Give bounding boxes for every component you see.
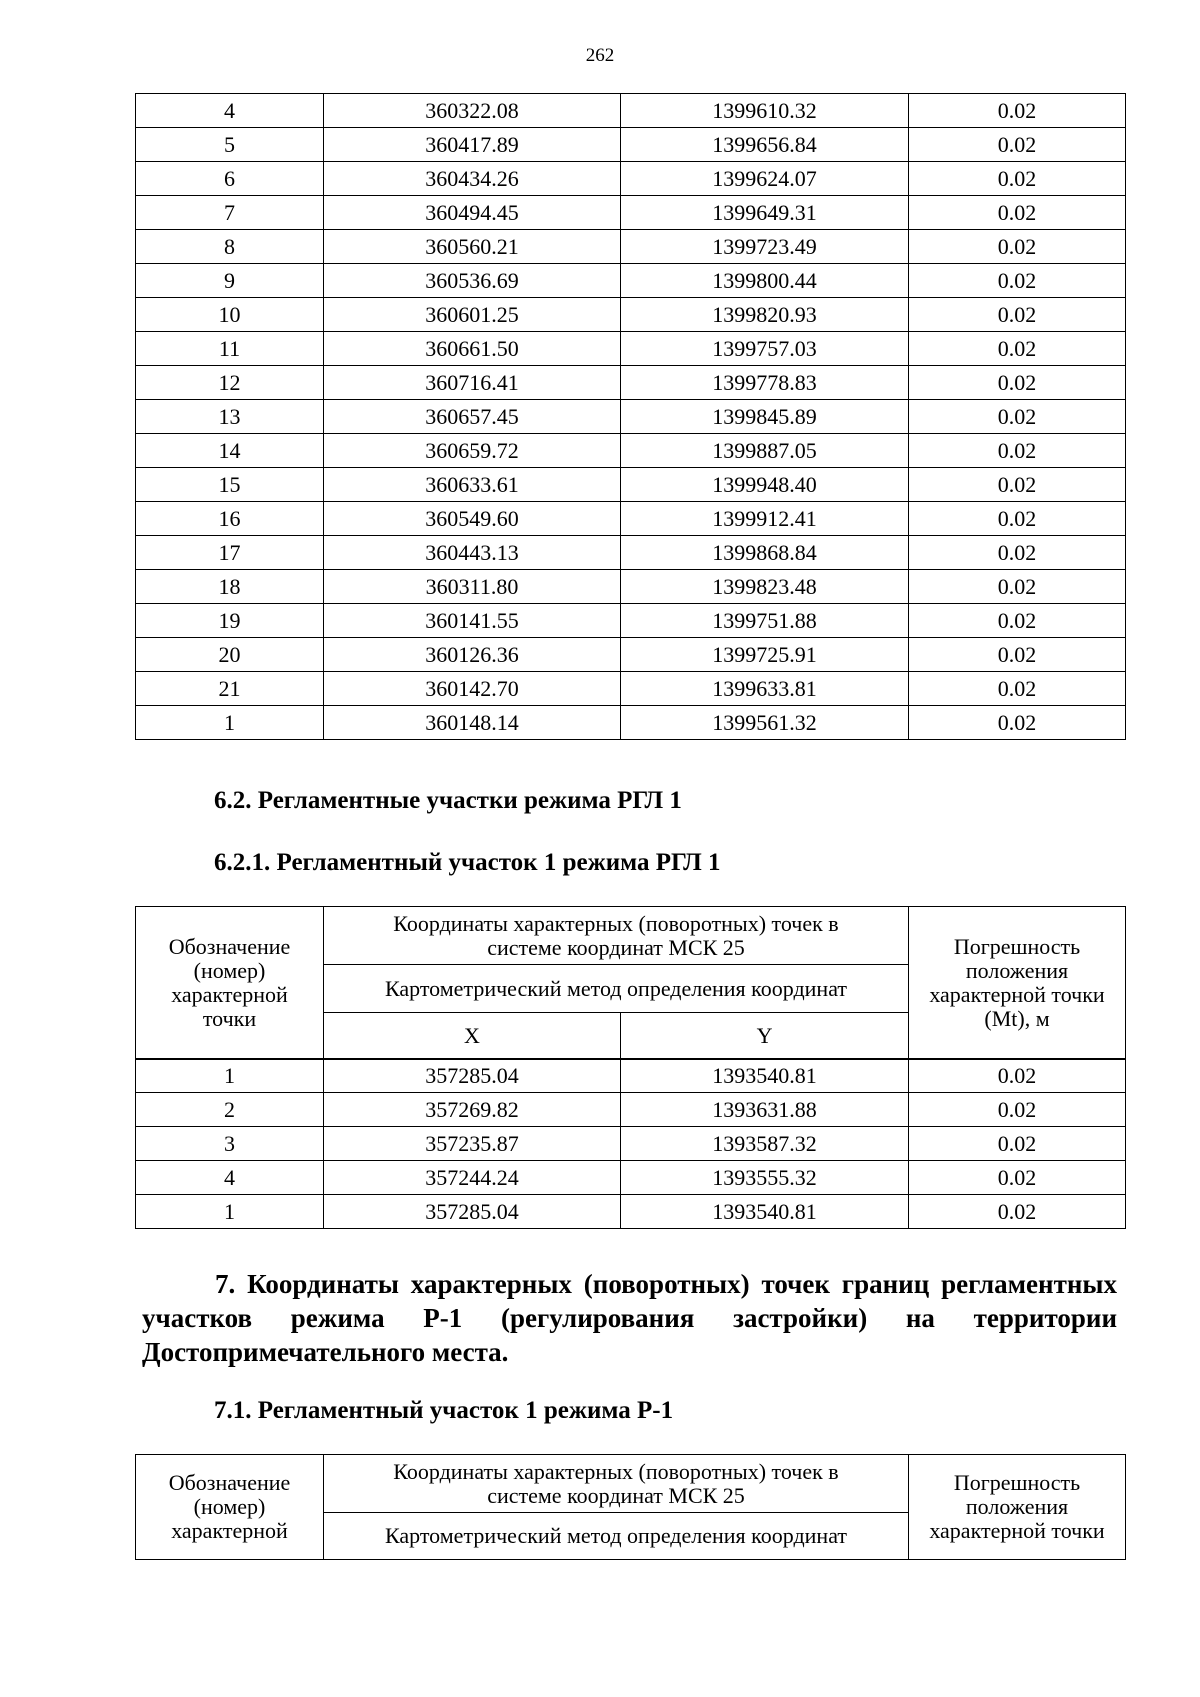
table-row xyxy=(136,128,1126,162)
error-cell: 0.02 xyxy=(909,502,1126,536)
point-number-cell: 5 xyxy=(136,128,324,162)
point-number-cell: 12 xyxy=(136,366,324,400)
x-coordinate-cell: 360417.89 xyxy=(324,128,621,162)
table-row xyxy=(136,604,1126,638)
point-number-cell: 16 xyxy=(136,502,324,536)
table-row xyxy=(136,332,1126,366)
x-coordinate-cell: 360311.80 xyxy=(324,570,621,604)
header-method: Картометрический метод определения координат xyxy=(324,965,909,1013)
point-number-cell: 6 xyxy=(136,162,324,196)
header-designation: Обозначение (номер) характерной точки xyxy=(136,907,324,1060)
x-coordinate-cell: 360148.14 xyxy=(324,706,621,740)
table-row xyxy=(136,570,1126,604)
table-row xyxy=(136,1161,1126,1195)
point-number-cell: 1 xyxy=(136,1195,324,1229)
point-number-cell: 20 xyxy=(136,638,324,672)
point-number-cell: 9 xyxy=(136,264,324,298)
x-coordinate-cell: 360126.36 xyxy=(324,638,621,672)
header-error: Погрешность положения характерной точки (Mt), м xyxy=(909,907,1126,1060)
error-cell: 0.02 xyxy=(909,230,1126,264)
y-coordinate-cell: 1399725.91 xyxy=(621,638,909,672)
point-number-cell: 14 xyxy=(136,434,324,468)
coordinates-table-7-1 xyxy=(135,1454,1126,1560)
table-row xyxy=(136,536,1126,570)
y-coordinate-cell: 1399656.84 xyxy=(621,128,909,162)
y-coordinate-cell: 1393555.32 xyxy=(621,1161,909,1195)
point-number-cell: 1 xyxy=(136,1059,324,1093)
header-coordinate-system: Координаты характерных (поворотных) точек в системе координат МСК 25 xyxy=(324,1455,909,1513)
x-coordinate-cell: 357285.04 xyxy=(324,1195,621,1229)
y-coordinate-cell: 1399624.07 xyxy=(621,162,909,196)
point-number-cell: 10 xyxy=(136,298,324,332)
x-coordinate-cell: 360141.55 xyxy=(324,604,621,638)
error-cell: 0.02 xyxy=(909,536,1126,570)
y-coordinate-cell: 1399845.89 xyxy=(621,400,909,434)
error-cell: 0.02 xyxy=(909,570,1126,604)
y-coordinate-cell: 1399751.88 xyxy=(621,604,909,638)
header-coordinate-system: Координаты характерных (поворотных) точек в системе координат МСК 25 xyxy=(324,907,909,965)
header-error: Погрешность положения характерной точки xyxy=(909,1455,1126,1560)
point-number-cell: 8 xyxy=(136,230,324,264)
table-row xyxy=(136,298,1126,332)
y-coordinate-cell: 1399887.05 xyxy=(621,434,909,468)
table-row xyxy=(136,366,1126,400)
error-cell: 0.02 xyxy=(909,162,1126,196)
x-coordinate-cell: 357269.82 xyxy=(324,1093,621,1127)
table-row xyxy=(136,1093,1126,1127)
table-row xyxy=(136,672,1126,706)
header-x: X xyxy=(324,1013,621,1060)
error-cell: 0.02 xyxy=(909,672,1126,706)
error-cell: 0.02 xyxy=(909,1127,1126,1161)
point-number-cell: 11 xyxy=(136,332,324,366)
x-coordinate-cell: 360560.21 xyxy=(324,230,621,264)
table-body xyxy=(136,1059,1126,1229)
table-row xyxy=(136,1195,1126,1229)
table-row xyxy=(136,162,1126,196)
y-coordinate-cell: 1393540.81 xyxy=(621,1195,909,1229)
x-coordinate-cell: 360601.25 xyxy=(324,298,621,332)
table-row xyxy=(136,400,1126,434)
table-row xyxy=(136,1127,1126,1161)
error-cell: 0.02 xyxy=(909,1195,1126,1229)
y-coordinate-cell: 1399868.84 xyxy=(621,536,909,570)
table-row xyxy=(136,638,1126,672)
table-row xyxy=(136,196,1126,230)
x-coordinate-cell: 357244.24 xyxy=(324,1161,621,1195)
x-coordinate-cell: 360443.13 xyxy=(324,536,621,570)
page-number: 262 xyxy=(585,45,615,66)
point-number-cell: 1 xyxy=(136,706,324,740)
error-cell: 0.02 xyxy=(909,434,1126,468)
y-coordinate-cell: 1399561.32 xyxy=(621,706,909,740)
error-cell: 0.02 xyxy=(909,1059,1126,1093)
x-coordinate-cell: 360536.69 xyxy=(324,264,621,298)
section-heading-7: 7. Координаты характерных (поворотных) точек границ регламентных участков режима Р-1 (регулирования застройки) на территории Достопримечательного места. xyxy=(142,1269,1117,1367)
y-coordinate-cell: 1399912.41 xyxy=(621,502,909,536)
table-row xyxy=(136,94,1126,128)
x-coordinate-cell: 360494.45 xyxy=(324,196,621,230)
coordinates-table-6-2-1-body xyxy=(135,1058,1126,1229)
coordinates-table-6-2-1 xyxy=(135,906,1126,1060)
point-number-cell: 2 xyxy=(136,1093,324,1127)
y-coordinate-cell: 1399633.81 xyxy=(621,672,909,706)
point-number-cell: 7 xyxy=(136,196,324,230)
table-row xyxy=(136,230,1126,264)
error-cell: 0.02 xyxy=(909,128,1126,162)
error-cell: 0.02 xyxy=(909,604,1126,638)
error-cell: 0.02 xyxy=(909,706,1126,740)
y-coordinate-cell: 1399948.40 xyxy=(621,468,909,502)
table-body xyxy=(136,94,1126,740)
x-coordinate-cell: 360142.70 xyxy=(324,672,621,706)
y-coordinate-cell: 1399757.03 xyxy=(621,332,909,366)
header-y: Y xyxy=(621,1013,909,1060)
error-cell: 0.02 xyxy=(909,400,1126,434)
error-cell: 0.02 xyxy=(909,1093,1126,1127)
point-number-cell: 18 xyxy=(136,570,324,604)
x-coordinate-cell: 360434.26 xyxy=(324,162,621,196)
y-coordinate-cell: 1399800.44 xyxy=(621,264,909,298)
point-number-cell: 13 xyxy=(136,400,324,434)
x-coordinate-cell: 360549.60 xyxy=(324,502,621,536)
point-number-cell: 19 xyxy=(136,604,324,638)
y-coordinate-cell: 1393540.81 xyxy=(621,1059,909,1093)
section-heading-6-2-1: 6.2.1. Регламентный участок 1 режима РГЛ 1 xyxy=(214,849,721,876)
x-coordinate-cell: 360657.45 xyxy=(324,400,621,434)
y-coordinate-cell: 1399649.31 xyxy=(621,196,909,230)
point-number-cell: 3 xyxy=(136,1127,324,1161)
header-designation: Обозначение (номер) характерной xyxy=(136,1455,324,1560)
table-row xyxy=(136,264,1126,298)
error-cell: 0.02 xyxy=(909,468,1126,502)
y-coordinate-cell: 1393587.32 xyxy=(621,1127,909,1161)
y-coordinate-cell: 1399723.49 xyxy=(621,230,909,264)
point-number-cell: 15 xyxy=(136,468,324,502)
point-number-cell: 4 xyxy=(136,1161,324,1195)
table-row xyxy=(136,468,1126,502)
error-cell: 0.02 xyxy=(909,196,1126,230)
error-cell: 0.02 xyxy=(909,638,1126,672)
error-cell: 0.02 xyxy=(909,366,1126,400)
table-row xyxy=(136,706,1126,740)
x-coordinate-cell: 360716.41 xyxy=(324,366,621,400)
x-coordinate-cell: 360633.61 xyxy=(324,468,621,502)
table-row xyxy=(136,434,1126,468)
point-number-cell: 4 xyxy=(136,94,324,128)
y-coordinate-cell: 1399778.83 xyxy=(621,366,909,400)
x-coordinate-cell: 360659.72 xyxy=(324,434,621,468)
x-coordinate-cell: 357235.87 xyxy=(324,1127,621,1161)
error-cell: 0.02 xyxy=(909,94,1126,128)
point-number-cell: 21 xyxy=(136,672,324,706)
x-coordinate-cell: 360661.50 xyxy=(324,332,621,366)
point-number-cell: 17 xyxy=(136,536,324,570)
section-heading-6-2: 6.2. Регламентные участки режима РГЛ 1 xyxy=(214,787,682,814)
table-row xyxy=(136,502,1126,536)
error-cell: 0.02 xyxy=(909,298,1126,332)
y-coordinate-cell: 1399823.48 xyxy=(621,570,909,604)
x-coordinate-cell: 360322.08 xyxy=(324,94,621,128)
coordinates-table-continued xyxy=(135,93,1126,740)
x-coordinate-cell: 357285.04 xyxy=(324,1059,621,1093)
error-cell: 0.02 xyxy=(909,264,1126,298)
error-cell: 0.02 xyxy=(909,332,1126,366)
section-heading-7-1: 7.1. Регламентный участок 1 режима Р-1 xyxy=(214,1397,674,1424)
y-coordinate-cell: 1393631.88 xyxy=(621,1093,909,1127)
y-coordinate-cell: 1399820.93 xyxy=(621,298,909,332)
header-method: Картометрический метод определения координат xyxy=(324,1513,909,1560)
table-row xyxy=(136,1059,1126,1093)
error-cell: 0.02 xyxy=(909,1161,1126,1195)
y-coordinate-cell: 1399610.32 xyxy=(621,94,909,128)
